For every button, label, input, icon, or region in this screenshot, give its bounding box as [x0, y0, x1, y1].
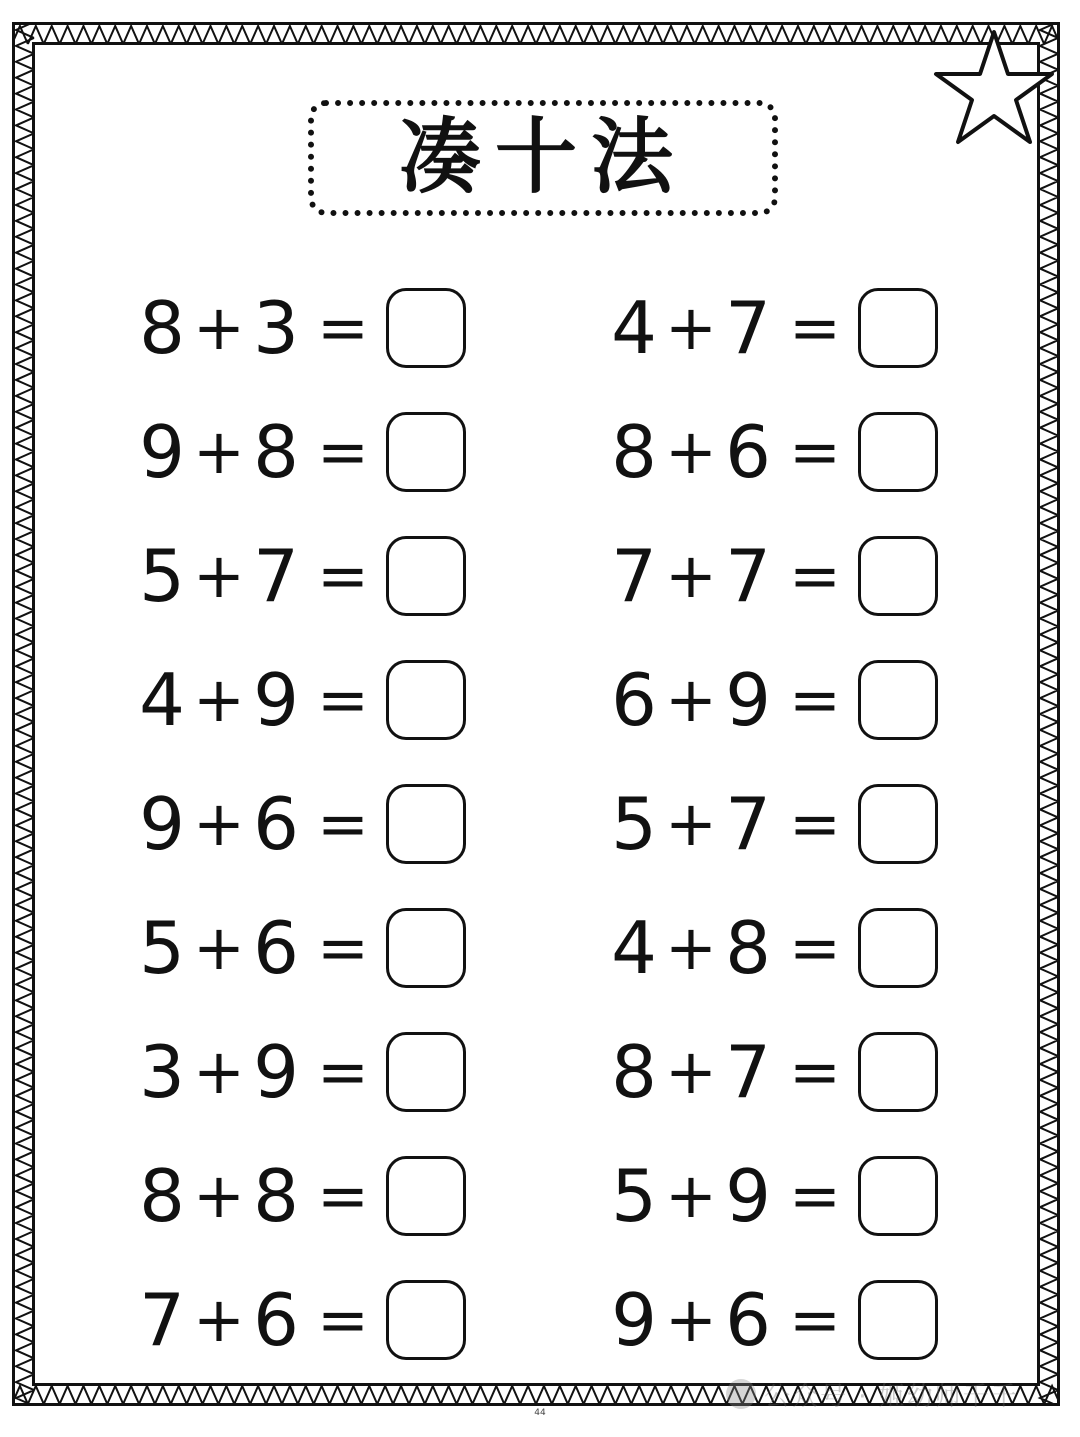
addend: 9 [611, 1278, 657, 1362]
zigzag-line [1040, 22, 1058, 1406]
worksheet-title: 凑十法 [398, 110, 687, 205]
star-icon [932, 28, 1056, 146]
problem-row [138, 1010, 958, 1134]
plus-sign: + [665, 1159, 717, 1232]
plus-sign: + [665, 1035, 717, 1108]
equals-sign: = [789, 1159, 841, 1232]
addend: 6 [725, 1278, 771, 1362]
addition-problem [138, 1032, 610, 1112]
equals-sign: = [789, 663, 841, 736]
addend: 4 [611, 906, 657, 990]
plus-sign: + [665, 415, 717, 488]
watermark-text: 公众号 · 姬幼师千千 [764, 1381, 1019, 1412]
equals-sign: = [789, 1035, 841, 1108]
addend: 8 [725, 906, 771, 990]
answer-box[interactable] [858, 784, 938, 864]
plus-sign: + [665, 539, 717, 612]
plus-sign: + [193, 1159, 245, 1232]
addition-problem [610, 412, 958, 492]
answer-box[interactable] [386, 1280, 466, 1360]
plus-sign: + [665, 1283, 717, 1356]
addition-problem [138, 288, 610, 368]
addition-problem [138, 784, 610, 864]
answer-box[interactable] [386, 288, 466, 368]
addend: 6 [253, 1278, 299, 1362]
plus-sign: + [193, 539, 245, 612]
equals-sign: = [789, 911, 841, 984]
answer-box[interactable] [386, 1032, 466, 1112]
page-number: 44 [534, 1408, 546, 1418]
addend: 7 [139, 1278, 185, 1362]
addition-problem [138, 412, 610, 492]
answer-box[interactable] [858, 660, 938, 740]
addend: 8 [253, 410, 299, 494]
addition-problem [138, 1156, 610, 1236]
equals-sign: = [789, 291, 841, 364]
addition-problem [138, 908, 610, 988]
problem-row [138, 1134, 958, 1258]
problem-grid [138, 266, 958, 1382]
problem-row [138, 762, 958, 886]
addend: 6 [253, 782, 299, 866]
answer-box[interactable] [386, 536, 466, 616]
equals-sign: = [317, 787, 369, 860]
answer-box[interactable] [858, 412, 938, 492]
equals-sign: = [789, 539, 841, 612]
addend: 7 [725, 286, 771, 370]
addend: 5 [611, 782, 657, 866]
problem-row [138, 886, 958, 1010]
addend: 7 [725, 1030, 771, 1114]
addend: 9 [253, 1030, 299, 1114]
equals-sign: = [789, 1283, 841, 1356]
addition-problem [610, 1280, 958, 1360]
equals-sign: = [317, 539, 369, 612]
addend: 9 [725, 658, 771, 742]
plus-sign: + [193, 291, 245, 364]
addend: 6 [253, 906, 299, 990]
addition-problem [138, 660, 610, 740]
problem-row [138, 1258, 958, 1382]
equals-sign: = [789, 787, 841, 860]
addition-problem [610, 288, 958, 368]
addend: 7 [725, 534, 771, 618]
answer-box[interactable] [386, 908, 466, 988]
answer-box[interactable] [386, 412, 466, 492]
answer-box[interactable] [858, 288, 938, 368]
addend: 7 [611, 534, 657, 618]
addition-problem [610, 660, 958, 740]
title-box [308, 100, 778, 216]
addition-problem [610, 1156, 958, 1236]
equals-sign: = [317, 415, 369, 488]
answer-box[interactable] [386, 784, 466, 864]
equals-sign: = [317, 291, 369, 364]
addend: 4 [611, 286, 657, 370]
plus-sign: + [193, 1283, 245, 1356]
addend: 6 [725, 410, 771, 494]
answer-box[interactable] [386, 660, 466, 740]
plus-sign: + [665, 911, 717, 984]
addition-problem [138, 1280, 610, 1360]
addend: 9 [139, 782, 185, 866]
equals-sign: = [317, 1283, 369, 1356]
addend: 7 [253, 534, 299, 618]
addend: 8 [611, 410, 657, 494]
answer-box[interactable] [386, 1156, 466, 1236]
addend: 3 [253, 286, 299, 370]
addend: 7 [725, 782, 771, 866]
plus-sign: + [193, 663, 245, 736]
equals-sign: = [317, 911, 369, 984]
plus-sign: + [193, 415, 245, 488]
answer-box[interactable] [858, 908, 938, 988]
plus-sign: + [193, 1035, 245, 1108]
addition-problem [610, 1032, 958, 1112]
addend: 4 [139, 658, 185, 742]
watermark [726, 1376, 1019, 1412]
addend: 9 [253, 658, 299, 742]
addend: 8 [611, 1030, 657, 1114]
answer-box[interactable] [858, 1156, 938, 1236]
equals-sign: = [317, 663, 369, 736]
plus-sign: + [665, 787, 717, 860]
problem-row [138, 514, 958, 638]
addend: 5 [611, 1154, 657, 1238]
equals-sign: = [317, 1159, 369, 1232]
addition-problem [610, 784, 958, 864]
addend: 8 [139, 1154, 185, 1238]
problem-row [138, 638, 958, 762]
answer-box[interactable] [858, 1032, 938, 1112]
addend: 3 [139, 1030, 185, 1114]
addend: 8 [253, 1154, 299, 1238]
plus-sign: + [193, 911, 245, 984]
equals-sign: = [789, 415, 841, 488]
problem-row [138, 266, 958, 390]
addition-problem [138, 536, 610, 616]
plus-sign: + [665, 291, 717, 364]
addend: 5 [139, 906, 185, 990]
problem-row [138, 390, 958, 514]
addend: 9 [725, 1154, 771, 1238]
answer-box[interactable] [858, 1280, 938, 1360]
addend: 9 [139, 410, 185, 494]
addend: 5 [139, 534, 185, 618]
addition-problem [610, 536, 958, 616]
wechat-icon [726, 1379, 756, 1409]
plus-sign: + [665, 663, 717, 736]
addition-problem [610, 908, 958, 988]
plus-sign: + [193, 787, 245, 860]
addend: 6 [611, 658, 657, 742]
equals-sign: = [317, 1035, 369, 1108]
answer-box[interactable] [858, 536, 938, 616]
addend: 8 [139, 286, 185, 370]
